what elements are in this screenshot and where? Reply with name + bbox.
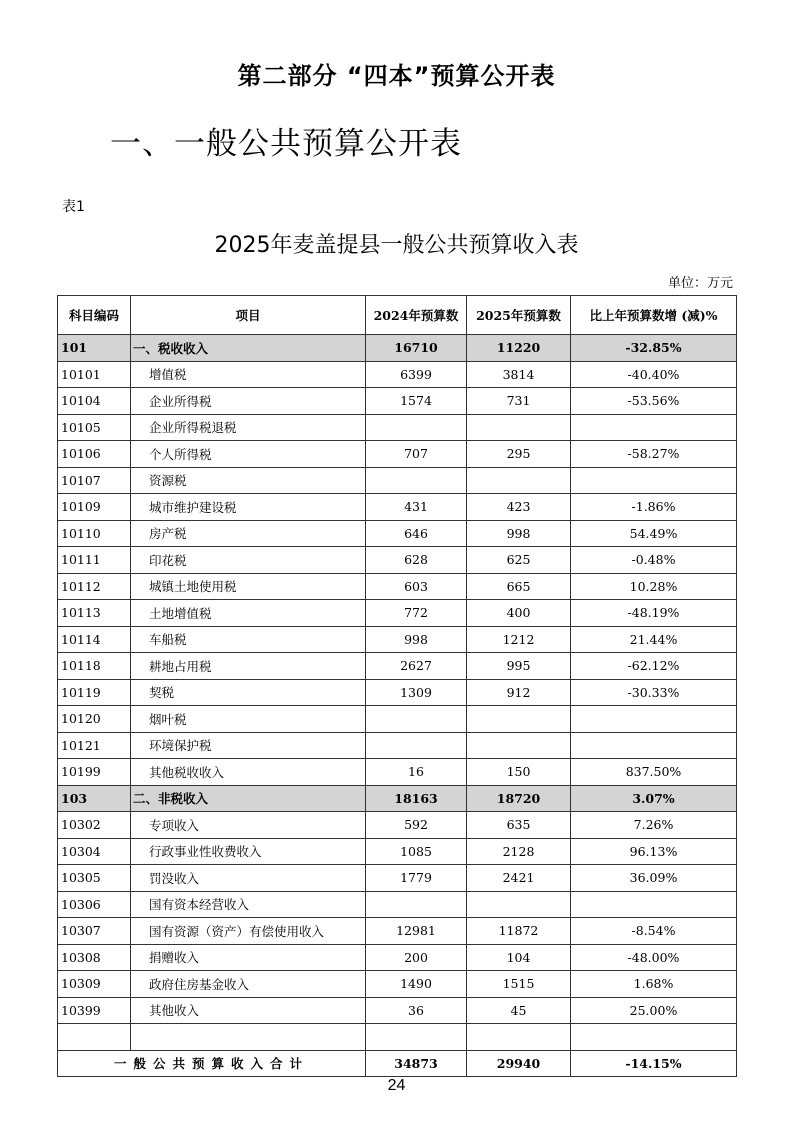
category-row bbox=[58, 785, 737, 812]
cell-change: -40.40% bbox=[571, 361, 737, 388]
header-2025: 2025年预算数 bbox=[467, 296, 571, 335]
cell-item: 烟叶税 bbox=[131, 706, 366, 733]
cell-2025: 635 bbox=[467, 812, 571, 839]
total-change: -14.15% bbox=[571, 1050, 737, 1077]
table-title: 2025年麦盖提县一般公共预算收入表 bbox=[214, 233, 579, 258]
cell-2025 bbox=[467, 706, 571, 733]
table-row bbox=[58, 441, 737, 468]
cell-code: 10113 bbox=[58, 600, 131, 627]
total-label: 一般公共预算收入合计 bbox=[58, 1050, 366, 1077]
total-row bbox=[58, 1050, 737, 1077]
cell-change: 36.09% bbox=[571, 865, 737, 892]
cell-2024: 16 bbox=[366, 759, 467, 786]
cell-code: 103 bbox=[58, 785, 131, 812]
cell-change bbox=[571, 732, 737, 759]
cell-2024: 592 bbox=[366, 812, 467, 839]
table-row bbox=[58, 971, 737, 998]
cell-2025: 731 bbox=[467, 388, 571, 415]
cell-code: 10121 bbox=[58, 732, 131, 759]
cell-item: 增值税 bbox=[131, 361, 366, 388]
cell-2024 bbox=[366, 1024, 467, 1051]
cell-2024: 772 bbox=[366, 600, 467, 627]
cell-code: 10107 bbox=[58, 467, 131, 494]
cell-2025 bbox=[467, 1024, 571, 1051]
table-number: 表1 bbox=[62, 199, 85, 215]
cell-2025 bbox=[467, 414, 571, 441]
cell-item: 二、非税收入 bbox=[131, 785, 366, 812]
cell-item: 专项收入 bbox=[131, 812, 366, 839]
cell-2025 bbox=[467, 732, 571, 759]
cell-code: 10119 bbox=[58, 679, 131, 706]
cell-item: 资源税 bbox=[131, 467, 366, 494]
cell-2024: 1490 bbox=[366, 971, 467, 998]
header-item: 项目 bbox=[131, 296, 366, 335]
cell-code: 101 bbox=[58, 335, 131, 362]
cell-change: 10.28% bbox=[571, 573, 737, 600]
table-row bbox=[58, 600, 737, 627]
cell-2024 bbox=[366, 732, 467, 759]
cell-item: 企业所得税退税 bbox=[131, 414, 366, 441]
cell-item: 其他税收收入 bbox=[131, 759, 366, 786]
cell-code: 10118 bbox=[58, 653, 131, 680]
header-code: 科目编码 bbox=[58, 296, 131, 335]
cell-change: -53.56% bbox=[571, 388, 737, 415]
cell-2024: 628 bbox=[366, 547, 467, 574]
cell-2024 bbox=[366, 414, 467, 441]
cell-item: 捐赠收入 bbox=[131, 944, 366, 971]
cell-code: 10109 bbox=[58, 494, 131, 521]
cell-2024: 200 bbox=[366, 944, 467, 971]
cell-2025: 18720 bbox=[467, 785, 571, 812]
cell-2024: 646 bbox=[366, 520, 467, 547]
cell-2025: 998 bbox=[467, 520, 571, 547]
cell-2025: 45 bbox=[467, 997, 571, 1024]
part-title: 第二部分 “四本”预算公开表 bbox=[237, 62, 556, 90]
cell-2025: 2128 bbox=[467, 838, 571, 865]
table-row bbox=[58, 520, 737, 547]
cell-code: 10399 bbox=[58, 997, 131, 1024]
cell-code: 10120 bbox=[58, 706, 131, 733]
cell-code: 10302 bbox=[58, 812, 131, 839]
cell-2025: 295 bbox=[467, 441, 571, 468]
cell-change bbox=[571, 414, 737, 441]
cell-code: 10307 bbox=[58, 918, 131, 945]
cell-change: 54.49% bbox=[571, 520, 737, 547]
cell-2025: 150 bbox=[467, 759, 571, 786]
cell-item: 政府住房基金收入 bbox=[131, 971, 366, 998]
cell-change: -8.54% bbox=[571, 918, 737, 945]
cell-item: 国有资本经营收入 bbox=[131, 891, 366, 918]
cell-2024: 603 bbox=[366, 573, 467, 600]
cell-change: -62.12% bbox=[571, 653, 737, 680]
cell-item: 行政事业性收费收入 bbox=[131, 838, 366, 865]
table-row bbox=[58, 573, 737, 600]
total-2025: 29940 bbox=[467, 1050, 571, 1077]
table-row bbox=[58, 1024, 737, 1051]
table-body bbox=[58, 335, 737, 1077]
cell-code: 10305 bbox=[58, 865, 131, 892]
cell-2025: 2421 bbox=[467, 865, 571, 892]
cell-2024 bbox=[366, 891, 467, 918]
cell-change: 21.44% bbox=[571, 626, 737, 653]
cell-change: -1.86% bbox=[571, 494, 737, 521]
table-row bbox=[58, 918, 737, 945]
table-row bbox=[58, 838, 737, 865]
cell-code: 10304 bbox=[58, 838, 131, 865]
cell-change: -58.27% bbox=[571, 441, 737, 468]
cell-code: 10111 bbox=[58, 547, 131, 574]
cell-2024 bbox=[366, 706, 467, 733]
cell-item: 车船税 bbox=[131, 626, 366, 653]
table-row bbox=[58, 679, 737, 706]
cell-item bbox=[131, 1024, 366, 1051]
cell-change: 3.07% bbox=[571, 785, 737, 812]
cell-item: 城镇土地使用税 bbox=[131, 573, 366, 600]
cell-change bbox=[571, 1024, 737, 1051]
cell-2025: 625 bbox=[467, 547, 571, 574]
cell-2025: 995 bbox=[467, 653, 571, 680]
cell-code: 10104 bbox=[58, 388, 131, 415]
cell-change: -0.48% bbox=[571, 547, 737, 574]
cell-2024: 12981 bbox=[366, 918, 467, 945]
header-change: 比上年预算数增 (减)% bbox=[571, 296, 737, 335]
cell-code bbox=[58, 1024, 131, 1051]
cell-code: 10309 bbox=[58, 971, 131, 998]
cell-item: 土地增值税 bbox=[131, 600, 366, 627]
table-row bbox=[58, 759, 737, 786]
cell-2024: 1309 bbox=[366, 679, 467, 706]
cell-2025 bbox=[467, 467, 571, 494]
cell-item: 国有资源（资产）有偿使用收入 bbox=[131, 918, 366, 945]
cell-2025: 423 bbox=[467, 494, 571, 521]
cell-2025: 11872 bbox=[467, 918, 571, 945]
cell-change: 25.00% bbox=[571, 997, 737, 1024]
cell-2025: 665 bbox=[467, 573, 571, 600]
table-row bbox=[58, 732, 737, 759]
total-2024: 34873 bbox=[366, 1050, 467, 1077]
table-row bbox=[58, 547, 737, 574]
cell-2024: 431 bbox=[366, 494, 467, 521]
table-row bbox=[58, 706, 737, 733]
table-row bbox=[58, 626, 737, 653]
cell-item: 城市维护建设税 bbox=[131, 494, 366, 521]
cell-change: 837.50% bbox=[571, 759, 737, 786]
table-row bbox=[58, 467, 737, 494]
cell-2024: 1779 bbox=[366, 865, 467, 892]
cell-change: -48.00% bbox=[571, 944, 737, 971]
cell-2024: 1085 bbox=[366, 838, 467, 865]
cell-2025: 3814 bbox=[467, 361, 571, 388]
cell-change: -48.19% bbox=[571, 600, 737, 627]
cell-change bbox=[571, 467, 737, 494]
cell-code: 10110 bbox=[58, 520, 131, 547]
cell-2025: 400 bbox=[467, 600, 571, 627]
table-row bbox=[58, 653, 737, 680]
table-header-row bbox=[58, 296, 737, 335]
cell-2024: 2627 bbox=[366, 653, 467, 680]
cell-2025: 1515 bbox=[467, 971, 571, 998]
cell-code: 10101 bbox=[58, 361, 131, 388]
table-row bbox=[58, 388, 737, 415]
unit-label: 单位：万元 bbox=[667, 276, 733, 291]
category-row bbox=[58, 335, 737, 362]
cell-code: 10199 bbox=[58, 759, 131, 786]
table-row bbox=[58, 891, 737, 918]
cell-2025: 1212 bbox=[467, 626, 571, 653]
cell-2025: 912 bbox=[467, 679, 571, 706]
cell-item: 一、税收收入 bbox=[131, 335, 366, 362]
cell-2025: 11220 bbox=[467, 335, 571, 362]
cell-item: 罚没收入 bbox=[131, 865, 366, 892]
cell-2024: 36 bbox=[366, 997, 467, 1024]
cell-change bbox=[571, 891, 737, 918]
budget-table bbox=[57, 295, 737, 1077]
table-row bbox=[58, 865, 737, 892]
cell-code: 10308 bbox=[58, 944, 131, 971]
section-title: 一、一般公共预算公开表 bbox=[110, 126, 462, 162]
cell-item: 个人所得税 bbox=[131, 441, 366, 468]
cell-2025: 104 bbox=[467, 944, 571, 971]
cell-change: -30.33% bbox=[571, 679, 737, 706]
cell-item: 耕地占用税 bbox=[131, 653, 366, 680]
cell-change: 7.26% bbox=[571, 812, 737, 839]
cell-change: -32.85% bbox=[571, 335, 737, 362]
table-row bbox=[58, 494, 737, 521]
cell-2024: 707 bbox=[366, 441, 467, 468]
cell-2024: 1574 bbox=[366, 388, 467, 415]
cell-change: 1.68% bbox=[571, 971, 737, 998]
cell-code: 10112 bbox=[58, 573, 131, 600]
header-2024: 2024年预算数 bbox=[366, 296, 467, 335]
cell-item: 企业所得税 bbox=[131, 388, 366, 415]
cell-code: 10105 bbox=[58, 414, 131, 441]
cell-code: 10114 bbox=[58, 626, 131, 653]
cell-2024: 998 bbox=[366, 626, 467, 653]
table-row bbox=[58, 944, 737, 971]
cell-item: 房产税 bbox=[131, 520, 366, 547]
cell-2024: 18163 bbox=[366, 785, 467, 812]
cell-code: 10106 bbox=[58, 441, 131, 468]
cell-change: 96.13% bbox=[571, 838, 737, 865]
table-row bbox=[58, 812, 737, 839]
cell-change bbox=[571, 706, 737, 733]
cell-item: 契税 bbox=[131, 679, 366, 706]
table-row bbox=[58, 997, 737, 1024]
cell-2024 bbox=[366, 467, 467, 494]
table-row bbox=[58, 361, 737, 388]
cell-2025 bbox=[467, 891, 571, 918]
cell-code: 10306 bbox=[58, 891, 131, 918]
table-row bbox=[58, 414, 737, 441]
page-number: 24 bbox=[387, 1077, 406, 1094]
cell-item: 环境保护税 bbox=[131, 732, 366, 759]
cell-item: 其他收入 bbox=[131, 997, 366, 1024]
cell-2024: 6399 bbox=[366, 361, 467, 388]
cell-item: 印花税 bbox=[131, 547, 366, 574]
cell-2024: 16710 bbox=[366, 335, 467, 362]
